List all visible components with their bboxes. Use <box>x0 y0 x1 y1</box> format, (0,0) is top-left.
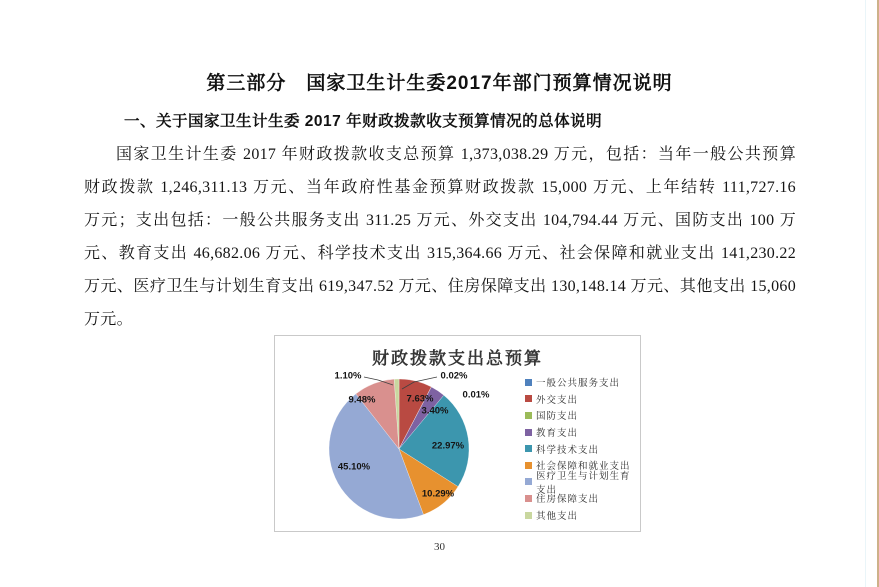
page-edge-highlight <box>865 0 866 587</box>
legend-swatch-icon <box>525 395 532 402</box>
legend-swatch-icon <box>525 379 532 386</box>
legend-item <box>525 440 640 457</box>
legend-swatch-icon <box>525 462 532 469</box>
legend-swatch-icon <box>525 429 532 436</box>
legend-swatch-icon <box>525 512 532 519</box>
legend-item <box>525 391 640 408</box>
legend-swatch-icon <box>525 445 532 452</box>
page-number: 30 <box>434 541 445 553</box>
legend-label: 科学技术支出 <box>536 444 600 456</box>
budget-pie-chart-box <box>274 335 641 532</box>
section-heading: 一、关于国家卫生计生委 2017 年财政拨款收支预算情况的总体说明 <box>124 113 603 130</box>
chart-legend <box>525 374 640 523</box>
chart-title: 财政拨款支出总预算 <box>372 349 543 368</box>
pie-percent-label: 10.29% <box>421 488 455 500</box>
paragraph-line: 万元。 <box>84 311 133 328</box>
legend-label: 国防支出 <box>536 411 579 423</box>
page-title: 第三部分 国家卫生计生委2017年部门预算情况说明 <box>206 73 673 94</box>
legend-item <box>525 490 640 507</box>
legend-swatch-icon <box>525 478 532 485</box>
legend-label: 外交支出 <box>536 394 579 406</box>
pie-percent-label: 0.01% <box>462 389 490 401</box>
legend-swatch-icon <box>525 412 532 419</box>
legend-label: 社会保障和就业支出 <box>536 461 631 473</box>
paragraph-line: 国家卫生计生委 2017 年财政拨款收支总预算 1,373,038.29 万元，包括：当年一般公共预算 <box>116 146 796 163</box>
pie-percent-label: 7.63% <box>406 393 434 405</box>
paragraph-line: 万元、医疗卫生与计划生育支出 619,347.52 万元、住房保障支出 130,148.14 万元、其他支出 15,060 <box>84 278 796 295</box>
legend-label: 医疗卫生与计划生育支出 <box>536 470 631 496</box>
paragraph-line: 财政拨款 1,246,311.13 万元、当年政府性基金预算财政拨款 15,000 万元、上年结转 111,727.16 <box>84 179 796 196</box>
legend-label: 一般公共服务支出 <box>536 378 621 390</box>
legend-item <box>525 470 640 496</box>
legend-item <box>525 424 640 441</box>
body-paragraph <box>84 138 796 336</box>
pie-percent-label: 3.40% <box>421 405 449 417</box>
pie-percent-label: 0.02% <box>440 370 468 382</box>
pie-percent-label: 9.48% <box>348 394 376 406</box>
legend-label: 住房保障支出 <box>536 494 600 506</box>
legend-item <box>525 507 640 524</box>
paragraph-line: 万元；支出包括：一般公共服务支出 311.25 万元、外交支出 104,794.44 万元、国防支出 100 万 <box>84 212 796 229</box>
pie-percent-label: 22.97% <box>431 440 465 452</box>
legend-item <box>525 407 640 424</box>
legend-swatch-icon <box>525 495 532 502</box>
paragraph-line: 元、教育支出 46,682.06 万元、科学技术支出 315,364.66 万元、社会保障和就业支出 141,230.22 <box>84 245 796 262</box>
legend-label: 教育支出 <box>536 428 579 440</box>
pie-percent-label: 1.10% <box>334 370 362 382</box>
legend-label: 其他支出 <box>536 511 579 523</box>
pie-percent-label: 45.10% <box>337 461 371 473</box>
legend-item <box>525 374 640 391</box>
